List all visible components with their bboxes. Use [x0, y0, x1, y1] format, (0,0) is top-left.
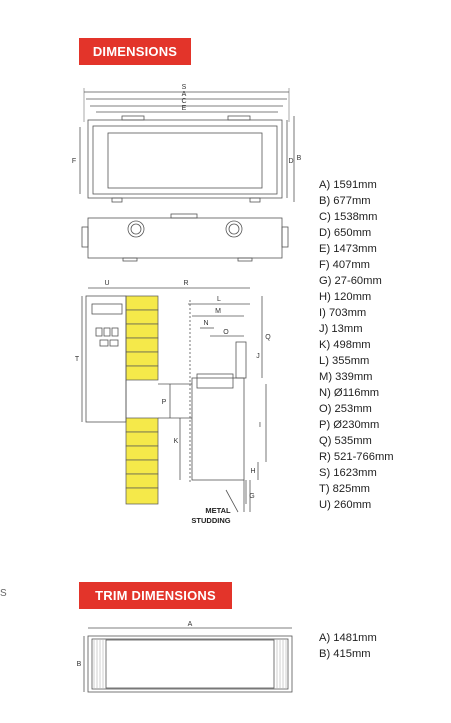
- trim-drawing: [84, 628, 292, 692]
- trim-side-bars: [94, 640, 286, 688]
- edge-letter: S: [0, 588, 7, 599]
- dimension-item: A) 1591mm: [319, 179, 377, 191]
- trim-letter-a: A: [187, 621, 193, 628]
- dimension-item: L) 355mm: [319, 355, 370, 367]
- dim-letter-n: N: [203, 320, 209, 327]
- dim-letter-f: F: [71, 158, 77, 165]
- dimension-item: K) 498mm: [319, 339, 371, 351]
- trim-letter-b: B: [76, 661, 82, 668]
- trim-dimension-item: B) 415mm: [319, 648, 371, 660]
- section-view-drawing: [82, 288, 266, 512]
- front-view-drawing: [80, 88, 294, 202]
- dimensions-list: [319, 177, 394, 513]
- dim-letter-u: U: [104, 280, 110, 287]
- dim-letter-c: C: [181, 98, 187, 105]
- dimension-item: T) 825mm: [319, 483, 370, 495]
- dim-letter-k: K: [173, 438, 179, 445]
- dim-letter-s: S: [181, 84, 187, 91]
- dimension-item: H) 120mm: [319, 291, 372, 303]
- dimension-item: S) 1623mm: [319, 467, 377, 479]
- dim-letter-b: B: [296, 155, 302, 162]
- dim-letter-t: T: [74, 356, 80, 363]
- trim-dimensions-list: [319, 630, 377, 662]
- dimension-item: G) 27-60mm: [319, 275, 382, 287]
- dim-letter-r: R: [183, 280, 189, 287]
- studding-label-line1: METAL: [205, 506, 231, 515]
- dimension-item: B) 677mm: [319, 195, 371, 207]
- dimension-item: J) 13mm: [319, 323, 363, 335]
- dimension-item: N) Ø116mm: [319, 387, 380, 399]
- dim-letter-m: M: [215, 308, 221, 315]
- dimension-item: E) 1473mm: [319, 243, 377, 255]
- dimension-item: F) 407mm: [319, 259, 370, 271]
- dimension-item: R) 521-766mm: [319, 451, 394, 463]
- dimension-item: O) 253mm: [319, 403, 372, 415]
- dimension-item: D) 650mm: [319, 227, 372, 239]
- dim-letter-i: I: [259, 422, 261, 429]
- dim-letter-q: Q: [265, 334, 271, 341]
- trim-dimensions-heading: TRIM DIMENSIONS: [79, 582, 232, 609]
- trim-dimension-item: A) 1481mm: [319, 632, 377, 644]
- top-view-drawing: [82, 214, 288, 261]
- dim-letter-d: D: [288, 158, 294, 165]
- dim-letter-j: J: [256, 353, 260, 360]
- dim-letter-o: O: [223, 329, 229, 336]
- dim-letter-e: E: [181, 105, 187, 112]
- dimensions-heading: DIMENSIONS: [79, 38, 191, 65]
- dim-letter-g: G: [249, 493, 255, 500]
- dimension-item: I) 703mm: [319, 307, 367, 319]
- studding-label-line2: STUDDING: [191, 516, 231, 525]
- dim-letter-p: P: [161, 399, 167, 406]
- dim-letter-l: L: [217, 296, 221, 303]
- dim-letter-a: A: [181, 91, 187, 98]
- dim-letter-h: H: [250, 468, 256, 475]
- dimension-item: C) 1538mm: [319, 211, 378, 223]
- dimension-item: Q) 535mm: [319, 435, 372, 447]
- dimension-item: U) 260mm: [319, 499, 372, 511]
- dimension-item: P) Ø230mm: [319, 419, 380, 431]
- dimension-item: M) 339mm: [319, 371, 373, 383]
